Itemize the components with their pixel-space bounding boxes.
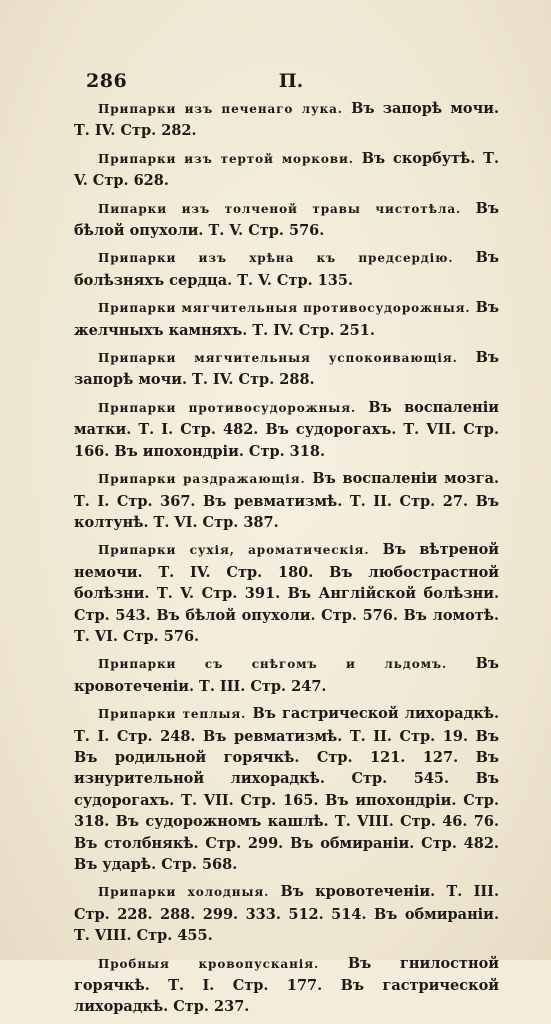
entry-text: Въ болѣзняхъ сердца. Т. V. Стр. 135. — [74, 249, 499, 289]
index-entry — [74, 198, 499, 242]
index-entry — [74, 347, 499, 391]
entry-head: Припарки мягчительныя успокоивающія. — [98, 351, 458, 366]
entry-text: Въ кровотеченіи. Т. III. Стр. 228. 288. 299. 333. 512. 514. Въ обмираніи. Т. VIII. Стр. 455. — [74, 883, 499, 945]
index-entry — [74, 653, 499, 697]
entry-head: Припарки съ снѣгомъ и льдомъ. — [98, 657, 448, 672]
entry-head: Припарки мягчительныя противосудорожныя. — [98, 301, 471, 316]
entry-text: Въ вѣтреной немочи. Т. IV. Стр. 180. Въ любострастной болѣзни. Т. V. Стр. 391. Въ Англійской болѣзни. Стр. 543. Въ бѣлой опухоли. Стр. 576. Въ ломотѣ. Т. VI. Стр. 576. — [74, 541, 499, 645]
entry-head: Пробныя кровопусканія. — [98, 956, 320, 971]
entry-head: Припарки раздражающія. — [98, 472, 306, 487]
entry-head: Припарки изъ печенаго лука. — [98, 102, 343, 116]
entry-head: Припарки изъ хрѣна къ предсердію. — [98, 251, 454, 266]
index-entry — [74, 539, 499, 647]
index-entry — [74, 703, 499, 875]
index-entry — [74, 397, 499, 462]
entry-text: Въ бѣлой опухоли. Т. V. Стр. 576. — [74, 199, 499, 240]
entry-text: Въ запорѣ мочи. Т. IV. Стр. 288. — [74, 349, 499, 389]
entry-text: Въ запорѣ мочи. Т. IV. Стр. 282. — [74, 100, 499, 140]
index-entry — [74, 881, 499, 946]
index-entry — [74, 297, 499, 341]
index-entries — [74, 98, 499, 1024]
index-entry — [74, 247, 499, 291]
entry-head: Припарки холодныя. — [98, 885, 270, 900]
entry-head: Припарки противосудорожныя. — [98, 400, 357, 415]
entry-text: Въ кровотеченіи. Т. III. Стр. 247. — [74, 655, 499, 695]
entry-text: Въ воспаленіи мозга. Т. I. Стр. 367. Въ ревматизмѣ. Т. II. Стр. 27. Въ колтунѣ. Т. VI. Стр. 387. — [74, 470, 500, 531]
entry-text: Въ желчныхъ камняхъ. Т. IV. Стр. 251. — [74, 299, 499, 339]
entry-head: Припарки сухія, ароматическія. — [98, 543, 370, 558]
page-number: 286 — [86, 70, 128, 92]
entry-head: Пипарки изъ толченой травы чистотѣла. — [98, 201, 462, 216]
index-entry — [74, 468, 499, 533]
index-entry — [74, 953, 499, 1018]
entry-text: Въ скорбутѣ. Т. V. Стр. 628. — [74, 149, 499, 190]
index-entry — [74, 148, 499, 192]
entry-head: Припарки теплыя. — [98, 707, 247, 722]
entry-text: Въ гастрической лихорадкѣ. Т. I. Стр. 248. Въ ревматизмѣ. Т. II. Стр. 19. Въ Въ родильной горячкѣ. Стр. 121. 127. Въ изнурительной лихорадкѣ. Стр. 545. Въ судорогахъ. Т. VII. Стр. 165. Въ ипохондріи. Стр. 318. Въ судорожномъ кашлѣ. Т. VIII. Стр. 46. 76. Въ столбнякѣ. Стр. 299. Въ обмираніи. Стр. 482. Въ ударѣ. Стр. 568. — [74, 705, 499, 873]
entry-head: Припарки изъ тертой моркови. — [98, 151, 354, 166]
page-header — [86, 70, 496, 96]
entry-text: Въ воспаленіи матки. Т. I. Стр. 482. Въ судорогахъ. Т. VII. Стр. 166. Въ ипохондріи. Стр. 318. — [74, 398, 499, 460]
entry-text: Въ гнилостной горячкѣ. Т. I. Стр. 177. Въ гастрической лихорадкѣ. Стр. 237. — [74, 954, 500, 1016]
running-head-letter: П. — [278, 70, 304, 92]
index-entry — [74, 98, 499, 142]
